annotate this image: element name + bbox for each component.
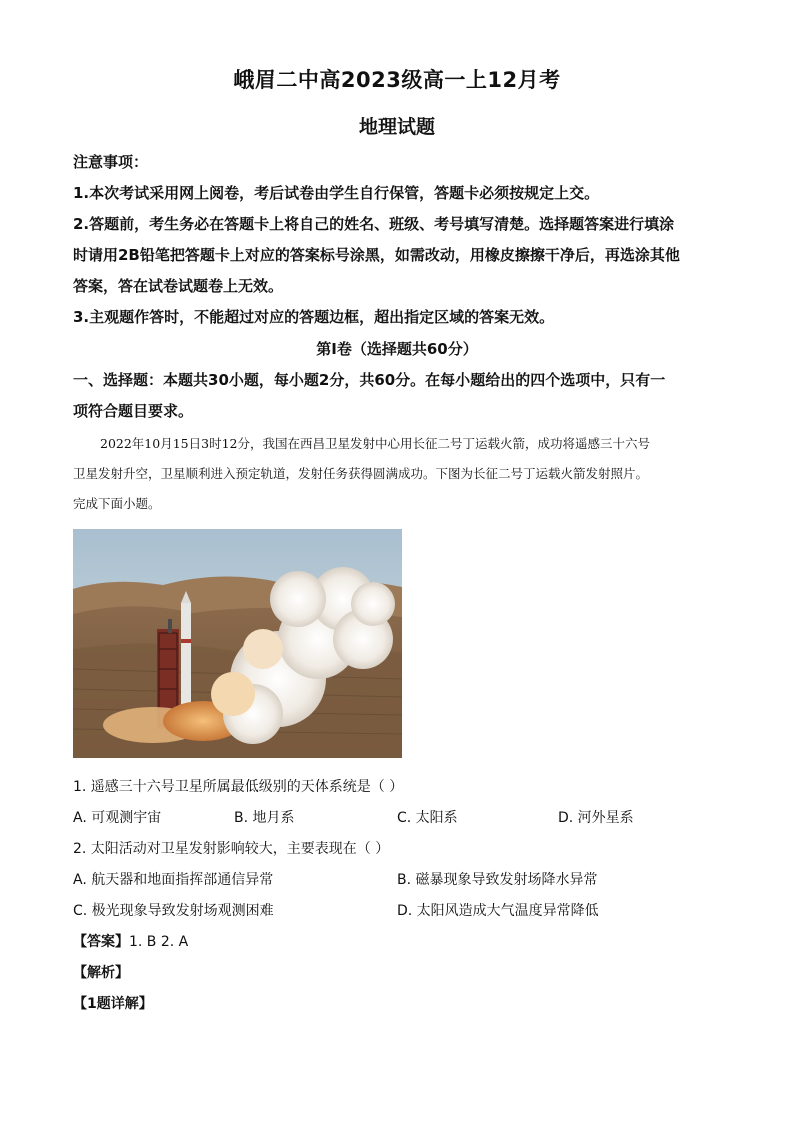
volume-heading: 第Ⅰ卷（选择题共60分）: [316, 340, 478, 358]
note-item: 1.本次考试采用网上阅卷，考后试卷由学生自行保管，答题卡必须按规定上交。: [73, 184, 600, 202]
question-1-option-c[interactable]: C. 太阳系: [397, 810, 458, 826]
question-1-stem: 1. 遥感三十六号卫星所属最低级别的天体系统是（ ）: [73, 779, 404, 795]
section-instruction: 一、选择题：本题共30小题，每小题2分，共60分。在每小题给出的四个选项中，只有一: [73, 371, 666, 389]
note-item: 3.主观题作答时，不能超过对应的答题边框，超出指定区域的答案无效。: [73, 308, 555, 326]
rocket-launch-photo: [73, 529, 402, 758]
notes-heading: 注意事项：: [73, 153, 149, 171]
passage-line: 卫星发射升空，卫星顺利进入预定轨道，发射任务获得圆满成功。下图为长征二号丁运载火箭发射照片。: [73, 466, 649, 481]
analysis-label: 【解析】: [73, 965, 129, 981]
passage-line: 完成下面小题。: [73, 496, 161, 511]
note-item: 时请用2B铅笔把答题卡上对应的答案标号涂黑，如需改动，用橡皮擦擦干净后，再选涂其他: [73, 246, 680, 264]
section-instruction: 项符合题目要求。: [73, 402, 194, 420]
question-2-option-a[interactable]: A. 航天器和地面指挥部通信异常: [73, 872, 274, 888]
note-item: 答案，答在试卷试题卷上无效。: [73, 277, 284, 295]
question-2-option-c[interactable]: C. 极光现象导致发射场观测困难: [73, 903, 274, 919]
question-1-option-b[interactable]: B. 地月系: [234, 810, 295, 826]
question-2-option-d[interactable]: D. 太阳风造成大气温度异常降低: [397, 903, 599, 919]
answer-text: 1. B 2. A: [129, 934, 189, 950]
exam-title: 峨眉二中高2023级高一上12月考: [233, 68, 561, 92]
question-1-detail-label: 【1题详解】: [73, 996, 153, 1012]
subject-title: 地理试题: [358, 116, 435, 138]
question-2-stem: 2. 太阳活动对卫星发射影响较大，主要表现在（ ）: [73, 841, 390, 857]
answer-line: [73, 931, 188, 951]
answer-label: 【答案】: [73, 934, 129, 950]
question-1-option-a[interactable]: A. 可观测宇宙: [73, 810, 162, 826]
question-1-option-d[interactable]: D. 河外星系: [558, 810, 634, 826]
passage-line: 2022年10月15日3时12分，我国在西昌卫星发射中心用长征二号丁运载火箭，成功将遥感三十六号: [100, 436, 650, 451]
note-item: 2.答题前，考生务必在答题卡上将自己的姓名、班级、考号填写清楚。选择题答案进行填涂: [73, 215, 675, 233]
question-2-option-b[interactable]: B. 磁暴现象导致发射场降水异常: [397, 872, 598, 888]
